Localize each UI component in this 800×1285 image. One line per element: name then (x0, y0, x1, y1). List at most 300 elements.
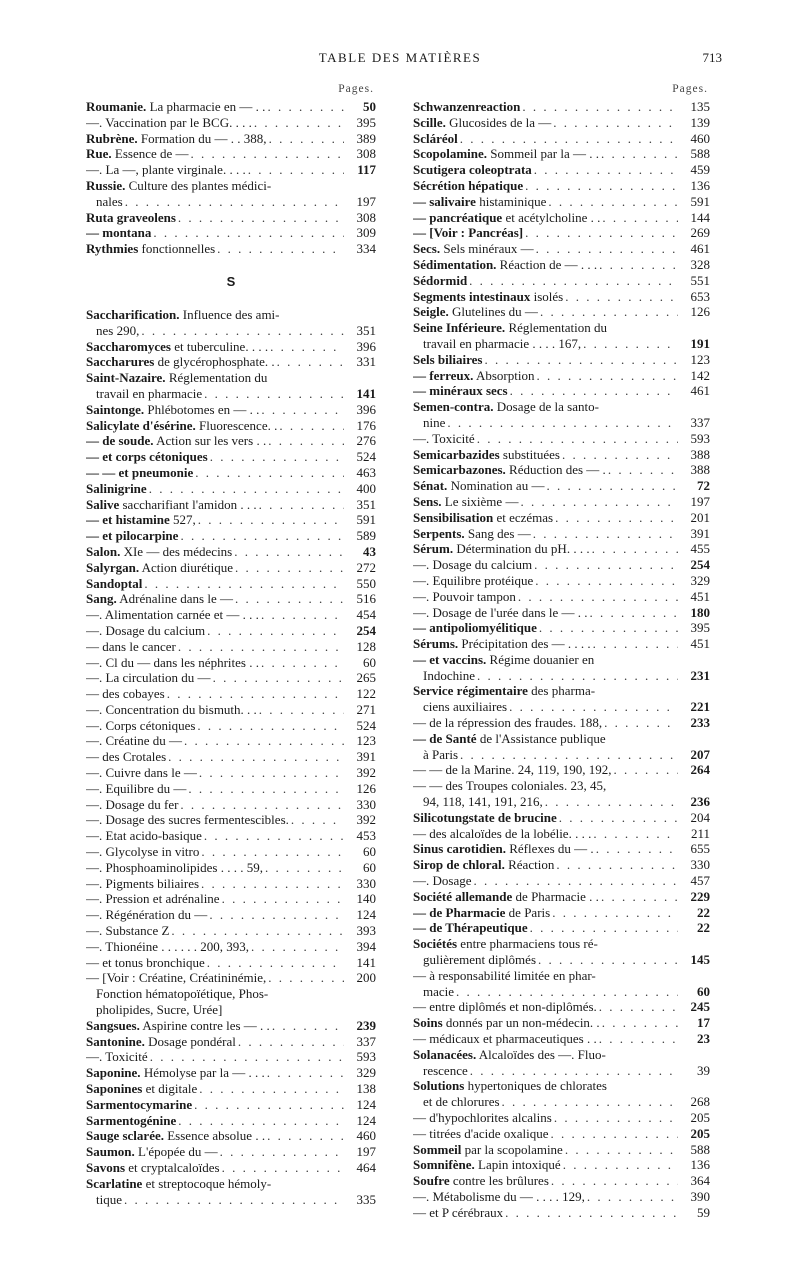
index-entry (86, 115, 376, 131)
entry-keyword: Sociétés (413, 936, 458, 952)
entry-page-number: 197 (356, 193, 376, 209)
entry-page-number: 141 (356, 385, 376, 401)
entry-keyword: Scutigera coleoptrata (413, 162, 532, 178)
entry-keyword: Sandoptal (86, 575, 143, 591)
entry-page-number: 393 (356, 923, 376, 939)
dot-leader (599, 1031, 678, 1047)
entry-keyword: Scopolamine. (413, 146, 488, 162)
entry-keyword: Somnifène. (413, 1157, 475, 1173)
index-entries (86, 99, 376, 1207)
entry-description: —. Glycolyse in vitro (86, 844, 200, 860)
dot-leader (592, 541, 678, 557)
entry-description: Aspirine contre les — . . (139, 1017, 270, 1033)
entry-description: — — de la Marine. 24, 119, 190, 192, (413, 762, 612, 778)
pages-label: Pages. (338, 83, 374, 95)
dot-leader (272, 1018, 344, 1034)
entry-text (413, 541, 590, 557)
entry-page-number: 211 (690, 825, 710, 841)
entry-page-number: 138 (356, 1081, 376, 1097)
entry-page-number: 395 (356, 114, 376, 130)
entry-text (86, 876, 199, 892)
entry-description: — titrées d'acide oxalique (413, 1125, 549, 1141)
entry-text (413, 731, 606, 747)
entry-description: —. La circulation du — (86, 670, 211, 686)
index-entry (86, 781, 376, 797)
entry-keyword: Russie. (86, 177, 126, 193)
entry-description: Glucosides de la — (445, 114, 552, 130)
index-entry (86, 702, 376, 718)
index-entry (413, 99, 710, 115)
entry-keyword: Seigle. (413, 304, 449, 320)
entry-page-number: 351 (356, 496, 376, 512)
entry-text (86, 844, 199, 860)
index-entry (413, 541, 710, 557)
entry-description: L'épopée du — (134, 1144, 218, 1160)
entry-description: —. Dosage du calcium (413, 557, 533, 573)
index-entry (413, 905, 710, 921)
entry-text (86, 560, 233, 576)
dot-leader (602, 1015, 678, 1031)
entry-text (86, 162, 246, 178)
entry-text (413, 747, 458, 763)
index-entry (413, 699, 710, 715)
entry-text (86, 178, 271, 194)
entry-text (86, 1002, 222, 1018)
entry-page-number: 197 (690, 493, 710, 509)
entry-page-number: 364 (690, 1173, 710, 1189)
entry-text (413, 636, 591, 652)
entry-description: — médicaux et pharmaceutiques . . (413, 1031, 597, 1047)
index-entry (413, 131, 710, 147)
index-entry (86, 497, 376, 513)
entry-text (413, 1142, 563, 1158)
index-entry (86, 907, 376, 923)
entry-description: Sang des — (464, 525, 531, 541)
entry-page-number: 400 (356, 480, 376, 496)
entry-description: — à responsabilité limitée en phar- (413, 967, 596, 983)
index-entry (86, 225, 376, 241)
entry-page-number: 593 (690, 430, 710, 446)
dot-leader (546, 478, 678, 494)
dot-leader (520, 494, 678, 510)
entry-keyword: — de soude. (86, 433, 154, 449)
index-entry (413, 225, 710, 241)
entry-description: — de la répression des fraudes. 188, (413, 715, 603, 731)
entry-description: nine (423, 414, 446, 430)
entry-page-number: 461 (690, 383, 710, 399)
entry-page-number: 451 (690, 636, 710, 652)
entry-keyword: Saccharification. (86, 306, 180, 322)
entry-description: —. Métabolisme du — . . . . 129, (413, 1188, 585, 1204)
dot-leader (178, 210, 344, 226)
index-entry (86, 1113, 376, 1129)
dot-leader (209, 907, 344, 923)
entry-description: —. Pouvoir tampon (413, 588, 516, 604)
dot-leader (178, 1113, 344, 1129)
entry-text (86, 465, 193, 481)
entry-description: Le sixième — (441, 493, 519, 509)
index-entry (413, 494, 710, 510)
entry-description: — — des Troupes coloniales. 23, 45, (413, 778, 607, 794)
entry-page-number: 60 (697, 983, 710, 999)
entry-text (86, 576, 142, 592)
entry-keyword: — et vaccins. (413, 651, 487, 667)
entry-description: Adrénaline dans le — (116, 591, 233, 607)
dot-leader (210, 449, 344, 465)
entry-text (413, 462, 606, 478)
index-entry (86, 1160, 376, 1176)
index-entry (413, 668, 710, 684)
entry-text (413, 873, 472, 889)
pages-label: Pages. (672, 83, 708, 95)
dot-leader (171, 923, 344, 939)
entry-description: — [Voir : Créatine, Créatininémie, (86, 970, 267, 986)
entry-page-number: 126 (356, 780, 376, 796)
entry-page-number: 59 (697, 1204, 710, 1220)
entry-text (86, 623, 205, 639)
entry-text (86, 370, 267, 386)
entry-page-number: 524 (356, 717, 376, 733)
entry-page-number: 123 (356, 733, 376, 749)
index-entry (86, 860, 376, 876)
entry-text (86, 907, 207, 923)
dot-leader (533, 526, 678, 542)
entry-page-number: 516 (356, 591, 376, 607)
index-entry (413, 273, 710, 289)
entry-text (413, 273, 467, 289)
entry-page-number: 396 (356, 401, 376, 417)
entry-keyword: Sarmentocymarine (86, 1096, 193, 1112)
entry-description: histaminique (475, 193, 547, 209)
entry-text (413, 1094, 500, 1110)
entry-text (413, 1205, 503, 1221)
index-entry (86, 607, 376, 623)
entry-description: Dosage de la santo- (493, 399, 599, 415)
entry-text (86, 115, 252, 131)
entry-description: —. Toxicité (413, 430, 475, 446)
entry-description: hypertoniques de chlorates (464, 1078, 607, 1094)
dot-leader (477, 668, 678, 684)
index-entry (86, 162, 376, 178)
dot-leader (259, 702, 344, 718)
entry-page-number: 330 (356, 796, 376, 812)
index-entry (86, 131, 376, 147)
entry-keyword: Sarmentogénine (86, 1112, 177, 1128)
entry-page-number: 308 (356, 209, 376, 225)
entry-text (86, 512, 196, 528)
entry-description: Essence absolue . . (163, 1128, 266, 1144)
entry-description: Action sur les vers . . (153, 433, 267, 449)
entry-text (413, 162, 532, 178)
entry-description: Réglementation du (165, 370, 268, 386)
entry-page-number: 388 (690, 462, 710, 478)
entry-description: entre pharmaciens tous ré- (457, 936, 598, 952)
entry-description: Dosage pondéral (144, 1033, 236, 1049)
entry-page-number: 455 (690, 541, 710, 557)
entry-text (413, 447, 560, 463)
entry-page-number: 191 (690, 335, 710, 351)
index-entry (413, 1142, 710, 1158)
entry-page-number: 123 (690, 351, 710, 367)
entry-page-number: 351 (356, 322, 376, 338)
index-entry (413, 715, 710, 731)
entry-text (413, 1173, 549, 1189)
entry-description: —. Alimentation carnée et — . . . (86, 607, 259, 623)
entry-page-number: 588 (690, 1141, 710, 1157)
entry-description: —. Toxicité (86, 1049, 148, 1065)
dot-leader (551, 1173, 678, 1189)
entry-description: —. La —, plante virginale. . . . (86, 162, 246, 178)
entry-page-number: 454 (356, 607, 376, 623)
entry-page-number: 451 (690, 588, 710, 604)
index-entry (86, 560, 376, 576)
entry-text (86, 354, 275, 370)
dot-leader (539, 620, 678, 636)
entry-text (86, 146, 189, 162)
entry-description: La pharmacie en — . . (146, 99, 266, 114)
entry-description: Nomination au — (447, 478, 545, 494)
index-entry (413, 352, 710, 368)
entry-page-number: 231 (690, 667, 710, 683)
entry-page-number: 140 (356, 891, 376, 907)
dot-leader (587, 1189, 678, 1205)
entry-text (413, 826, 591, 842)
index-entry (413, 731, 710, 747)
index-entry (86, 99, 376, 115)
page-number: 713 (702, 50, 722, 65)
entry-page-number: 390 (690, 1188, 710, 1204)
entry-page-number: 392 (356, 765, 376, 781)
entry-keyword: Sérums. (413, 636, 459, 652)
entry-keyword: Scláréol (413, 130, 458, 146)
dot-leader (460, 131, 678, 147)
entry-text (413, 1015, 600, 1031)
entry-text (86, 639, 176, 655)
entry-text (86, 1176, 271, 1192)
dot-leader (149, 481, 344, 497)
entry-description: nales (96, 193, 123, 209)
entry-page-number: 233 (690, 715, 710, 731)
entry-keyword: Service régimentaire (413, 683, 528, 699)
entry-description: —. Equilibre du — (86, 780, 187, 796)
entry-keyword: Serpents. (413, 525, 465, 541)
index-entry (413, 1189, 710, 1205)
index-entry (86, 544, 376, 560)
entry-page-number: 72 (697, 478, 710, 494)
entry-page-number: 550 (356, 575, 376, 591)
index-entry (86, 1192, 376, 1208)
entry-text (413, 715, 602, 731)
entry-text (86, 891, 220, 907)
dot-leader (222, 891, 344, 907)
entry-description: fonctionnelles (138, 241, 216, 257)
entry-keyword: Salon. (86, 543, 121, 559)
entry-keyword: Sécrétion hépatique (413, 177, 524, 193)
entry-text (413, 478, 544, 494)
index-entry (86, 828, 376, 844)
entry-description: — et tonus bronchique (86, 954, 205, 970)
dot-leader (474, 873, 679, 889)
entry-text (413, 936, 598, 952)
index-entry (86, 1018, 376, 1034)
dot-leader (268, 970, 344, 986)
index-entry (86, 465, 376, 481)
entry-description: Indochine (423, 667, 475, 683)
dot-leader (565, 289, 678, 305)
entry-page-number: 236 (690, 794, 710, 810)
index-entry (86, 323, 376, 339)
dot-leader (608, 462, 678, 478)
index-column-left (86, 80, 376, 1207)
entry-keyword: Saintonge. (86, 401, 145, 417)
entry-page-number: 330 (690, 857, 710, 873)
entry-page-number: 394 (356, 938, 376, 954)
entry-text (86, 970, 266, 986)
dot-leader (238, 1034, 344, 1050)
entry-keyword: Sensibilisation (413, 509, 494, 525)
dot-leader (180, 528, 344, 544)
entry-page-number: 254 (356, 622, 376, 638)
index-entry (86, 528, 376, 544)
entry-page-number: 124 (356, 907, 376, 923)
entry-text (413, 810, 557, 826)
entry-keyword: Sang. (86, 591, 117, 607)
entry-description: —. Régénération du — (86, 907, 208, 923)
entry-keyword: Saint-Nazaire. (86, 370, 166, 386)
dot-leader (265, 860, 344, 876)
index-entry (413, 841, 710, 857)
entry-page-number: 591 (690, 193, 710, 209)
dot-leader (505, 1205, 678, 1221)
index-entry (86, 797, 376, 813)
index-entry (86, 210, 376, 226)
entry-description: macie (423, 983, 455, 999)
entry-page-number: 524 (356, 449, 376, 465)
dot-leader (553, 115, 678, 131)
entry-page-number: 309 (356, 225, 376, 241)
dot-leader (150, 1049, 344, 1065)
entry-description: substituées (499, 446, 560, 462)
index-entry (86, 1065, 376, 1081)
index-entry (86, 481, 376, 497)
index-entry (86, 623, 376, 639)
entry-text (413, 968, 596, 984)
entry-text (413, 115, 551, 131)
entry-keyword: Solutions (413, 1078, 465, 1094)
index-entry (413, 573, 710, 589)
entry-keyword: — minéraux secs (413, 383, 508, 399)
entry-text (413, 1078, 607, 1094)
entry-page-number: 392 (356, 812, 376, 828)
index-entry (86, 670, 376, 686)
entry-description: —. Equilibre protéique (413, 572, 534, 588)
entry-page-number: 589 (356, 528, 376, 544)
index-entry (413, 447, 710, 463)
entry-keyword: Solanacées. (413, 1046, 477, 1062)
entry-text (86, 1144, 218, 1160)
dot-leader (551, 1126, 678, 1142)
index-entry (86, 939, 376, 955)
entry-text (86, 733, 182, 749)
dot-leader (268, 433, 344, 449)
entry-text (413, 510, 553, 526)
entry-text (413, 241, 534, 257)
entry-text (413, 320, 607, 336)
entry-page-number: 460 (356, 1128, 376, 1144)
index-entries (413, 99, 710, 1221)
entry-keyword: Scille. (413, 114, 446, 130)
dot-leader (601, 889, 678, 905)
entry-page-number: 395 (690, 620, 710, 636)
index-entry (86, 891, 376, 907)
entry-text (86, 797, 178, 813)
index-entry (413, 636, 710, 652)
dot-leader (538, 952, 678, 968)
entry-page-number: 142 (690, 367, 710, 383)
index-entry (413, 415, 710, 431)
entry-description: de Paris (505, 904, 551, 920)
entry-description: nes 290, (96, 322, 140, 338)
index-entry (86, 1081, 376, 1097)
dot-leader (555, 510, 678, 526)
dot-leader (197, 718, 344, 734)
entry-text (86, 1128, 265, 1144)
dot-leader (525, 225, 678, 241)
entry-text (86, 307, 280, 323)
dot-leader (563, 1157, 678, 1173)
dot-leader (125, 194, 344, 210)
dot-leader (534, 162, 678, 178)
dot-leader (141, 323, 344, 339)
entry-description: de l'Assistance publique (476, 730, 606, 746)
entry-text (86, 702, 257, 718)
index-entry (86, 449, 376, 465)
index-entry (413, 1110, 710, 1126)
entry-page-number: 459 (690, 162, 710, 178)
dot-leader (552, 905, 678, 921)
entry-description: —. Cuivre dans le — (86, 765, 197, 781)
entry-description: contre les brûlures (449, 1173, 549, 1189)
index-entry (86, 1176, 376, 1192)
entry-page-number: 17 (697, 1015, 710, 1031)
entry-description: —. Etat acido-basique (86, 828, 202, 844)
entry-text (413, 762, 611, 778)
entry-page-number: 43 (363, 543, 376, 559)
entry-description: rescence (423, 1062, 468, 1078)
index-entry (86, 923, 376, 939)
index-entry (86, 955, 376, 971)
entry-text (413, 178, 523, 194)
dot-leader (178, 639, 344, 655)
entry-text (86, 225, 151, 241)
dot-leader (235, 591, 344, 607)
entry-text (413, 194, 546, 210)
entry-description: de glycérophosphate. . (154, 354, 275, 370)
entry-keyword: Rue. (86, 146, 112, 162)
dot-leader (535, 573, 678, 589)
entry-description: et acétylcholine . . (502, 209, 601, 225)
index-entry (413, 1094, 710, 1110)
dot-leader (124, 1192, 344, 1208)
index-entry (86, 812, 376, 828)
entry-description: à Paris (423, 746, 459, 762)
entry-text (86, 1034, 236, 1050)
index-entry (413, 683, 710, 699)
entry-page-number: 128 (356, 638, 376, 654)
entry-description: Régime douanier en (486, 651, 595, 667)
entry-keyword: Sommeil (413, 1141, 462, 1157)
index-entry (413, 210, 710, 226)
